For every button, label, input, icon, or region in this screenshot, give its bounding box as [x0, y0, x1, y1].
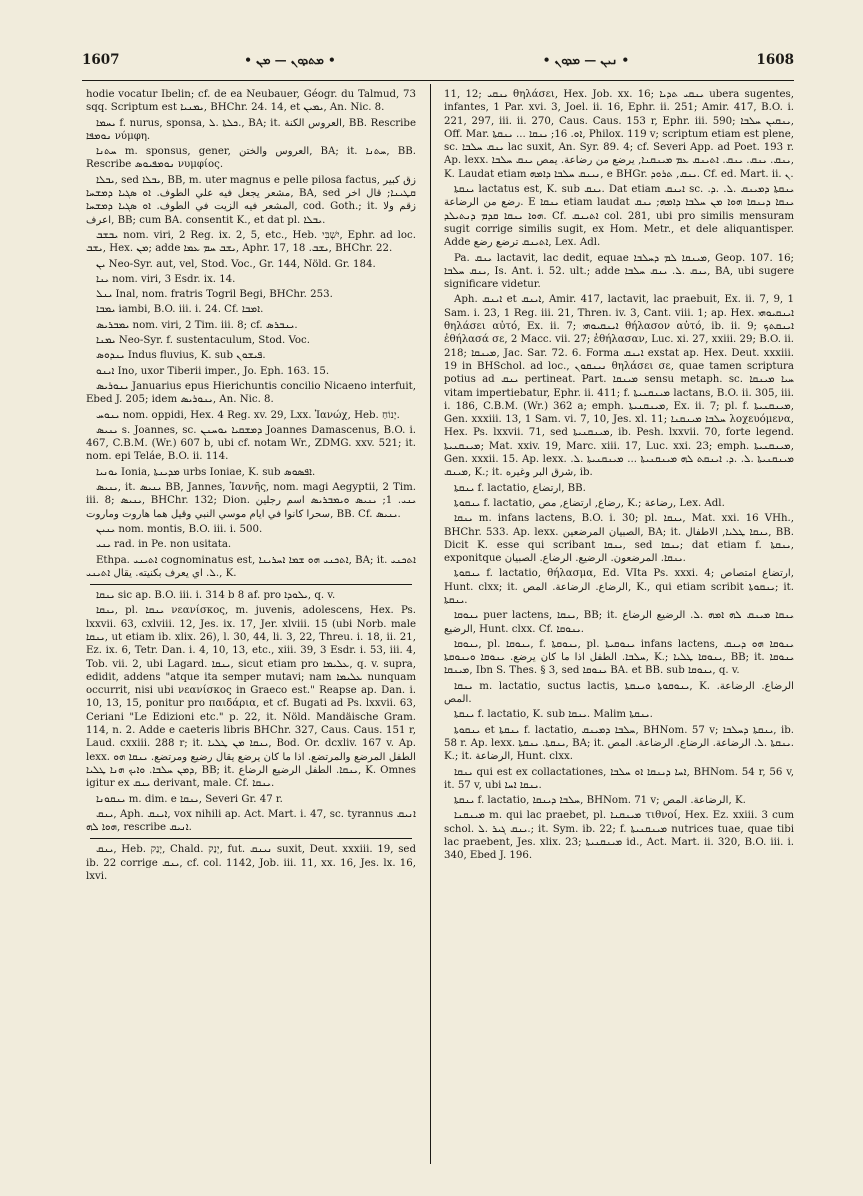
dictionary-entry: ܝܢܝܣ s. Joannes, sc. ܕܡܫܩܝܐ ܝܘܚܢܢ Joannes Damascenus, B.O. i. 467, C.B.M. (Wr.) 607 b, ubi cf. notam Wr., ZDMG. xxv. 521; it. nom. epi Teláe, B.O. ii. 114.	[86, 424, 416, 463]
dictionary-entry: ܡܝܢܩܢܐ m. qui lac praebet, pl. ܡܝܢܩܢܐ τιθνοί, Hex. Ez. xxiii. 3 cum schol. ܝܢܩ ܓܝܪ .ܠ.; it. Sym. ib. 22; f. ܡܝܢܩܢܝܬܐ nutrices tuae, quae tibi lac praebent, Jes. xlix. 23; ܡܝܢܩܢܝܬܐ id., Act. Mart. ii. 320, B.O. iii. i. 340, Ebed J. 196.	[444, 810, 794, 862]
dictionary-entry: ܝܢ Neo-Syr. aut, vel, Stod. Voc., Gr. 144, Nöld. Gr. 184.	[96, 258, 376, 270]
left-entries-lower	[86, 589, 416, 834]
dictionary-entry: ܝܢܩܐ m. lactatio, suctus lactis, ܝܢܘܩܘܬܐ ܘܝܢܩܬܐ, K. الرضاع. الرضاعة. المص.	[444, 680, 794, 706]
dictionary-entry: ܝܢܘܩܐ, pl. ܝܢܘܩܐ, f. ܝܢܘܩܬܐ, pl. ܝܢܘܩܝܬܐ infans lactens, ܝܢܘܩܐ ܗܘ ܕܝܢܩ ܚܠܒܐ. الطفل اذا ما كان يرضع. ܝܢܘܩܐ ܘܝܢܘܩܬܐ, K.; ܝܢܘܩܐ ܛܠܝܐ, BB; it. ܝܢܘܩܐ ܡܝܢܩܐ, Ibn S. Thes. § 3, sed ܝܢܘܩܐ BA. et BB. sub ܝܢܘܩܐ, q. v.	[444, 638, 794, 677]
dictionary-entry: ܝܢܩܘܢܐ m. dim. e ܝܢܩܐ, Severi Gr. 47 r.	[96, 793, 283, 805]
left-entries-tail	[86, 843, 416, 883]
left-column	[86, 88, 416, 1160]
right-column	[444, 88, 794, 1160]
dictionary-entry: ܝܢܩܬܐ f. lactatio, K. sub ܝܢܩܐ. Malim ܝܢܩܬܐ.	[454, 709, 653, 721]
dictionary-entry: ܝܢܘܩܐ puer lactens, ܝܢܩܐ, BB; it. ܝܢܩܐ ܡܝܢܩ ܠܗ ܐܡܗ .ܠ. الرضيع الرضاع الرضيع, Hunt. clxx. Cf. ܝܢܘܩܐ.	[444, 610, 794, 635]
dictionary-entry: ܝܢܩܘܬܐ f. lactatio, رضاع, ارتضاع, مص, K.; رضاعة, Lex. Adl.	[454, 497, 725, 509]
dictionary-entry: ܝܢܩܬܐ lactatus est, K. sub ܝܢܩ. Dat etiam ܐܝܢܩ sc. ܝܢܩܬܐ ܕܡܝܢܩ .ܠ. .ܕ. رضع من الرضاعة. E ܝܢܩܐ etiam laudat ܝܢܩܐ ܕܝܢܩܐ ܗܘܐ ܡܢ ܚܠܒܐ ܕܐܡܗ; ܝܢܩ ܗܘܐ ܝܢܩܐ ܩܕܡ ܕܢܬܝܠܕ. Cf. ܐܬܝܢܩ col. 281, ubi pro similis mensuram sugit corrige similis sugit, ex Hom. Metr., et dele aliquantisper. Adde ܐܬܝܢܩ ترضع رضع, Lex. Adl.	[444, 184, 794, 249]
dictionary-entry: ܝܢܝܣ, it. ܝܢܝܣ BB, Jannes, Ἰαννῆς, nom. magi Aegyptii, 2 Tim. iii. 8; ܝܢܝܣ, BHChr. 132; Dion. ܝܢܝ. 1; ܝܢܝܣ ܘܝܡܒܪܝܣ اسم رجلين سحرا كانوا في ايام موسي النبي وقيل هما هاروت وماروت, BB. Cf. ܝܢܝܣ.	[86, 482, 416, 520]
dictionary-entry: 11, 12; ܝܢܩܝ θηλάσει, Hex. Job. xx. 16; ܝܢܩܝ ܬܕܝܐ ubera sugentes, infantes, 1 Par. xvi. 3, Joel. ii. 16, Ephr. ii. 251; Amir. 417, B.O. i. 221, 297, iii. ii. 270, Caus. Caus. 153 r, Ephr. iii. 590; ܝܢܩܝܢ ܚܠܒܐ, Off. Mar. ܐܘ. 16; ܝܢܩܐ ... ܝܢܩܬܐ, Philox. 119 v; scriptum etiam est plene, sc. ܝܢܩ ܚܠܒܐ lac suxit, An. Syr. 89. 4; cf. Severi App. ad Poet. 193 r. Ap. lexx. ܝܢܩ. ܝܢܩ. ܝܢܩ. ܐܬܝܢܩ ܥܡ ܡܝܢܩܢܐ, يرضع من رضاعة. يمص ܝܢܩ ܚܠܒܐ, K. Laudat etiam ܢܝܢܩ ܚܠܒܐ ܕܐܡܗ, e BHGr. ܝܢܩ, ܬܪܘܕ. Cf. ed. Mart. ii. ܢ.	[444, 89, 794, 180]
dictionary-entry: Ethpa. ܐܬܝܢܝ cognominatus est, ܐܬܟܢܝ ܗܘ ܫܡܐ ܐܚܪܝܢܐ, BA; it. ܐܬܟܢܝ .ܠ. اي يعرف بكنيته. يقال ܐܬܝܢܝ, K.	[86, 554, 416, 579]
dictionary-entry: ܝܢܩ, Heb. יָנַק, Chald. יְנַק, fut. ܢܝܢܩ suxit, Deut. xxxiii. 19, sed ib. 22 corrige ܝܢܩ, cf. col. 1142, Job. iii. 11, xx. 16, Jes. lx. 16, lxvi.	[86, 844, 416, 883]
dictionary-entry: ܝܢܐ nom. viri, 3 Esdr. ix. 14.	[96, 273, 236, 285]
left-page-number: 1607	[82, 52, 120, 68]
dictionary-entry: ܝܢܩܘܬܐ f. lactatio, θήλασμα, Ed. VIta Ps. xxxi. 4; ارتضاع امتصاص, Hunt. clxx; it. الرضاع. الرضاعة. المص, K., qui etiam scribit ܝܢܩܘܬܐ; it. ܝܢܩܬܐ.	[444, 568, 794, 606]
dictionary-entry: ܝܢܝ rad. in Pe. non usitata.	[96, 539, 232, 551]
dictionary-entry: ܝܢܩܘܬܐ et ܝܢܩܬܐ f. lactatio, ܚܠܒܐ ܕܡܝܢܩ, BHNom. 57 v; ܝܢܩܬܐ ܕܚܠܒܐ, ib. 58 r. Ap. lexx. ܝܢܩܬܐ. ܝܢܩܬܐ, BA; it. ܝܢܩܬܐ .ܠ. الرضاعة. الرضاع. الرضاعة. المص. K.; it. الرضاعة, Hunt. clxx.	[444, 724, 794, 763]
dictionary-entry: hodie vocatur Ibelin; cf. de ea Neubauer, Géogr. du Talmud, 73 sqq. Scriptum est ܝܡܢܝܐ, BHChr. 24. 14, et ܝܡܝܢ, An. Nic. 8.	[86, 89, 416, 114]
header-rule	[82, 80, 794, 81]
dictionary-entry: Pa. ܝܢܩ lactavit, lac dedit, equae ܡܝܢܩܐ ܠܡ ܕܚܠܒܐ, Geop. 107. 16; ܝܢܩ ܚܠܒܐ, Is. Ant. i. 52. ult.; adde ܝܢܩ .ܠ. ܝܢܩ ܚܠܒܐ, BA, ubi sugere significare videtur.	[444, 252, 794, 291]
dictionary-entry: ܝܚܡܐ f. nurus, sponsa, ܟܠܬܐ .ܠ., BA; it. العروس الكنة, BB. Rescribe ܢܘܡܦܐ νύμφη.	[86, 117, 416, 142]
dictionary-entry: ܝܢܝܢ nom. montis, B.O. iii. i. 500.	[96, 523, 263, 535]
dictionary-entry: ܝܡܒܐ iambi, B.O. iii. i. 24. Cf. ܐܡܒܐ.	[96, 304, 264, 316]
left-entries	[86, 88, 416, 580]
page-header	[82, 48, 794, 72]
dictionary-entry: ܐܝܢܘ Ino, uxor Tiberii imper., Jo. Eph. 163. 15.	[96, 365, 330, 377]
dictionary-entry: ܝܒܫܒ nom. viri, 2 Reg. ix. 2, 5, etc., Heb. יִשְׁבִּי, Ephr. ad loc. ܝܫܒ, Hex. ܡܢ; adde ܝܫܒ ܚܡ ܥܡܐ, Aphr. 17, ܝܫܒ. 18, BHChr. 22.	[86, 229, 416, 255]
dictionary-entry: ܝܒܠܐ, sed ܝܒܠܐ, BB, m. uter magnus e pelle pilosa factus, زق كبير مشعر يجعل فيه علي الطوف. ܐܘ ܣܓܝܐ ܕܡܫܚܐ, BA, sed ܩܛܝܢܐ; قال اخر المشعر فيه الزيت في الطوف. ܐܘ ܣܓܝܐ ܕܡܫܚܐ, cod. Goth.; it. زقم ولا اعرف, BB; cum BA. consentit K., et dat pl. ܝܒܠܐ.	[86, 174, 416, 226]
column-divider	[430, 84, 431, 1164]
right-page-number: 1608	[756, 52, 794, 68]
dictionary-entry: ܝܢܘܚ nom. oppidi, Hex. 4 Reg. xv. 29, Lxx. Ἰανώχ, Heb. יָנוֹחַ.	[96, 409, 400, 421]
section-separator	[90, 838, 412, 839]
dictionary-entry: ܝܡܒܪܝܣ nom. viri, 2 Tim. iii. 8; cf. ܝܢܒܪܣ.	[96, 319, 298, 331]
right-running-head: • ܢܝܢ — ܡܕܘܢ •	[542, 52, 630, 67]
dictionary-entry: ܝܢܠ Inal, nom. fratris Togril Begi, BHChr. 253.	[96, 289, 333, 301]
dictionary-entry: ܝܘܢܝܐ Ionia, ܡܕܝܢܬܐ urbs Ioniae, K. sub ܐܦܣܘܣ.	[96, 466, 316, 478]
dictionary-entry: ܝܢܩܐ qui est ex collactationes, ܐܚܐ ܕܝܢܩܐ ܐܘ ܚܠܒܐ, BHNom. 54 r, 56 v, it. 57 v, ubi ܝܢܩܐ ܐܚܐ.	[444, 766, 794, 791]
left-running-head: • ܡܬܕܘܢ — ܡܢ •	[244, 52, 336, 67]
section-separator	[90, 584, 412, 585]
dictionary-entry: ܝܢܕܘܣ Indus fluvius, K. sub ܦܝܫܘܢ.	[96, 350, 266, 362]
dictionary-entry: ܝܢܩ, Aph. ܐܝܢܩ, vox nihili ap. Act. Mart. i. 47, sc. tyrannus ܐܢܝܩ ܗܘܐ ܠܗ, rescribe ܐܢܝܩ.	[86, 808, 416, 834]
dictionary-entry: ܝܢܩܐ m. infans lactens, B.O. i. 30; pl. ܝܢܩܐ, Mat. xxi. 16 VHh., BHChr. 533. Ap. lexx. الصبيان المرضعين, BA; it. ܝܢܩܐ ܛܠܝܐ, الاطفال, BB. Dicit K. esse qui scribant ܝܢܩܐ, sed ܝܢܩܐ; dat etiam f. ܝܢܩܬܐ, exponitque ܝܢܩܐ. المرضعون. الرضيع. الرضاع. الصبيان.	[444, 513, 794, 565]
dictionary-entry: ܝܢܩܬܐ f. lactatio, ارتضاع, BB.	[454, 482, 586, 494]
dictionary-entry: ܝܢܩܐ, pl. ܝܢܩܐ νεανίσκος, m. juvenis, adolescens, Hex. Ps. lxxvii. 63, cxlviii. 12, Jes. ix. 17, Jer. xlviii. 15 (ubi Norb. male ܝܢܩܐ, ut etiam ib. xlix. 26), l. 30, 44, li. 3, 22, Threu. i. 18, ii. 21, Ez. ix. 6, Tetr. Dan. i. 4, 10, 13, etc., xiii. 39, 3 Esdr. i. 53, iii. 4, Tob. vii. 2, ubi Lagard. ܝܢܩܐ, sicut etiam pro ܥܠܝܡܐ, q. v. supra, edidit, addens "atque ita semper mutavi; nam ܥܠܝܡܐ nunquam occurrit, nisi ubi νεανίσκος in Graeco est." Reapse ap. Dan. i. 10, 13, 15, ponitur pro παιδάρια, et cf. Bugati ad Ps. lxxvii. 63, Ceriani "Le Edizioni etc." p. 22, it. Nöld. Mandäische Gram. 114, n. 2. Adde e caeteris libris BHChr. 327, Caus. Caus. 151 r, Laud. cxxiii. 288 r; it. ܝܢܩܐ ܡܢ ܛܠܝܐ, Bod. Or. dcxliv. 167 v. Ap. lexx. الطفل المرضع والمرتضع. اذا ما كان يرضع يقال رضيع ومرتضع. ܝܢܩܐ ܗܘ ܕܡܢ ܚܠܒܐ. ܘܐܝܟ ܗܢܐ ܛܠܝܐ, BB; it. ܝܢܩܐ. الطفل الرضيع الرضاع, K. Omnes igitur ex ܝܢܩ derivant, male. Cf. ܝܢܩܐ.	[86, 605, 416, 790]
dictionary-entry: ܚܬܢܐ m. sponsus, gener, العروس والختن, BA; it. ܚܬܢܐ, BB. Rescribe ܢܘܡܦܝܘܣ νυμφίος.	[86, 146, 416, 171]
dictionary-entry: Aph. ܐܝܢܩ et ܐܝܢܩ, Amir. 417, lactavit, lac praebuit, Ex. ii. 7, 9, 1 Sam. i. 23, 1 Reg. iii. 21, Thren. iv. 3, Cant. viii. 1; ap. Hex. ܐܝܢܩܝܘܗܝ θηλάσει αὐτό, Ex. ii. 7; ܐܝܢܩܝܘܗܝ θήλασον αὐτό, ib. ii. 9; ܐܝܢܩܬܟ ἐθήλασά σε, 2 Macc. vii. 27; ἐθήλασαν, Luc. xi. 27, xxiii. 29; B.O. ii. 218; ܡܝܢܩܐ, Jac. Sar. 72. 6. Forma ܐܝܢܩ exstat ap. Hex. Deut. xxxiii. 19 in BHSchol. ad loc., ܢܝܢܩܘܢ θηλάσει σε, quae tamen scriptura potius ad ܝܢܩ pertineat. Part. ܡܝܢܩܐ sensu metaph. sc. ܚܝܐ ܡܝܢܩܐ vitam impertiebatur, Ephr. ii. 411; f. ܡܝܢܩܢܝܬܐ lactans, B.O. ii. 305, iii. i. 186, C.B.M. (Wr.) 362 a; emph. ܡܝܢܩܢܝܬܐ, Ex. ii. 7; pl. f. ܡܝܢܩܢܝܬܐ, Gen. xxxiii. 13, 1 Sam. vi. 7, 10, Jes. xl. 11; ܚܠܒܐ ܡܝܢܩܢܐ λοχευόμενα, Hex. Ps. lxxvii. 71, sed ܡܝܢܩܢܝܬܐ, ib. Pesh. lxxvii. 70, forte legend. ܡܝܢܩܢܝܬܐ; Mat. xxiv. 19, Marc. xiii. 17, Luc. xxi. 23; emph. ܡܝܢܩܢܝܬܐ, Gen. xxxii. 15. Ap. lexx. ܡܝܢܩܢܝܬܐ .ܠ. .ܕ. ܐܝܢܩܬ ܠܗ ܡܝܢܩܢܝܬܐ ... ܡܝܢܩܢܝܬܐ .ܠ. ܡܝܢܩ, K.; it. شرق البر وغيره, ib.	[444, 294, 794, 479]
right-entries	[444, 88, 794, 863]
dictionary-entry: ܝܡܢܐ Neo-Syr. f. sustentaculum, Stod. Voc.	[96, 335, 310, 347]
dictionary-entry: ܝܢܘܪܝܣ Januarius epus Hierichuntis concilio Nicaeno interfuit, Ebed J. 205; idem ܝܢܘܪܝܣ, An. Nic. 8.	[86, 380, 416, 406]
dictionary-entry: ܝܢܩܐ sic ap. B.O. iii. i. 314 b 8 af. pro ܝܠܘܕܐ, q. v.	[96, 590, 336, 602]
dictionary-entry: ܝܢܩܬܐ f. lactatio, ܚܠܒܐ ܕܝܢܩܐ, BHNom. 71 v; الرضاعة. المص, K.	[454, 795, 746, 807]
